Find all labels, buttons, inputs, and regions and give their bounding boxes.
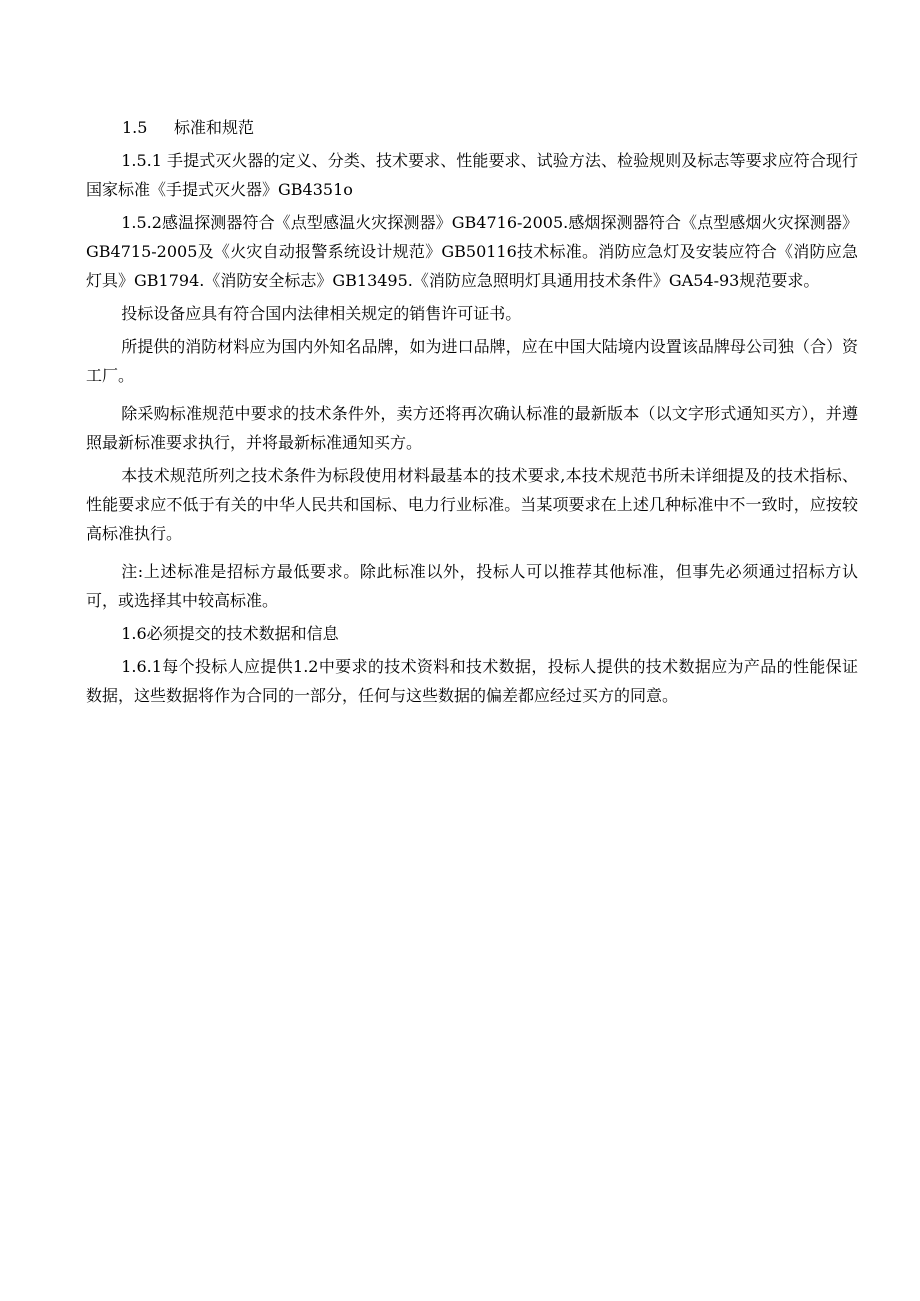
paragraph-license: 投标设备应具有符合国内法律相关规定的销售许可证书。 [121,304,522,323]
section-heading-1-5 [86,113,858,142]
section-heading-1-6: 1.6必须提交的技术数据和信息 [121,624,339,643]
document-body [86,113,858,710]
section-number: 1.5 [122,118,148,137]
paragraph-1-5-1: 1.5.1 手提式灭火器的定义、分类、技术要求、性能要求、试验方法、检验规则及标志等要求应符合现行国家标准《手提式灭火器》GB4351o [86,151,858,199]
paragraph-brand: 所提供的消防材料应为国内外知名品牌，如为进口品牌，应在中国大陆境内设置该品牌母公司独（合）资工厂。 [86,337,858,385]
paragraph-basic-requirements: 本技术规范所列之技术条件为标段使用材料最基本的技术要求,本技术规范书所未详细提及的技术指标、性能要求应不低于有关的中华人民共和国标、电力行业标准。当某项要求在上述几种标准中不一致时，应按较高标准执行。 [86,466,858,543]
paragraph-1-6-1: 1.6.1每个投标人应提供1.2中要求的技术资料和技术数据，投标人提供的技术数据应为产品的性能保证数据，这些数据将作为合同的一部分，任何与这些数据的偏差都应经过买方的同意。 [86,657,858,705]
paragraph-latest-standard: 除采购标准规范中要求的技术条件外，卖方还将再次确认标准的最新版本（以文字形式通知买方），并遵照最新标准要求执行，并将最新标准通知买方。 [86,404,858,452]
section-title: 标准和规范 [174,118,255,137]
paragraph-1-5-2: 1.5.2感温探测器符合《点型感温火灾探测器》GB4716-2005.感烟探测器符合《点型感烟火灾探测器》GB4715-2005及《火灾自动报警系统设计规范》GB50116技术标准。消防应急灯及安装应符合《消防应急灯具》GB1794.《消防安全标志》GB13495.《消防应急照明灯具通用技术条件》GA54-93规范要求。 [86,213,858,290]
paragraph-note: 注:上述标准是招标方最低要求。除此标准以外，投标人可以推荐其他标准，但事先必须通过招标方认可，或选择其中较高标准。 [86,562,858,610]
